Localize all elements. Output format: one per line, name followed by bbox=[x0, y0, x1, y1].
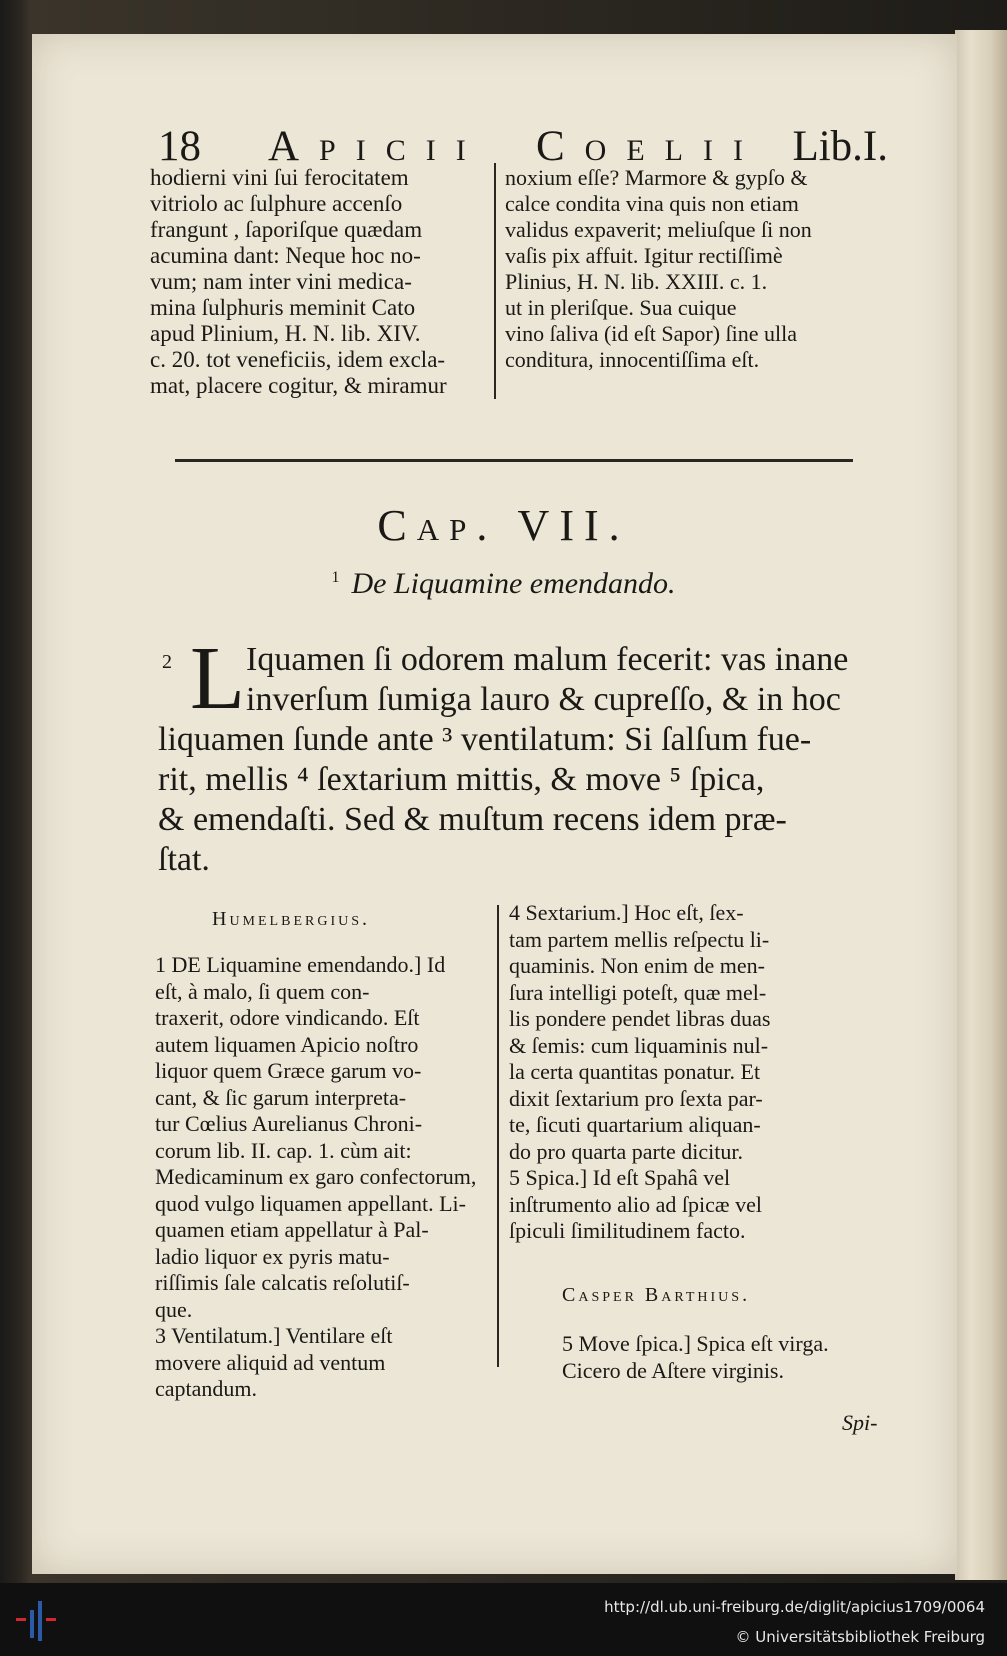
text-line: cant, & ſic garum interpreta- bbox=[155, 1084, 407, 1110]
header-title-apicii: Apicii bbox=[268, 123, 486, 170]
text-line: 5 Spica.] Id eſt Spahâ vel bbox=[509, 1165, 731, 1190]
text-line: quamen etiam appellatur à Pal- bbox=[155, 1217, 429, 1242]
text-line: captandum. bbox=[155, 1376, 258, 1401]
catchword: Spi- bbox=[842, 1410, 878, 1435]
column-divider-notes bbox=[497, 905, 499, 1367]
footnote-marker: 2 bbox=[162, 651, 172, 673]
top-left-column bbox=[150, 165, 482, 399]
drop-cap: L bbox=[190, 629, 245, 728]
notes-heading-barthius: Casper Barthius. bbox=[562, 1284, 751, 1306]
notes-right-column-2 bbox=[562, 1331, 892, 1384]
subtitle-text: De Liquamine emendando. bbox=[351, 567, 676, 600]
next-page-edge bbox=[955, 30, 1007, 1580]
text-line: rit, mellis ⁴ ſextarium mittis, & move ⁵ ſpica, bbox=[158, 761, 765, 798]
text-line: frangunt , ſaporiſque quædam bbox=[150, 217, 423, 242]
header-title-coelii: Coelii bbox=[536, 123, 763, 170]
text-line: Medicaminum ex garo confectorum, bbox=[155, 1164, 477, 1189]
top-right-column bbox=[505, 165, 850, 373]
text-line: c. 20. tot veneficiis, idem excla- bbox=[150, 347, 446, 372]
text-line: mina ſulphuris meminit Cato bbox=[150, 295, 416, 320]
text-line: 3 Ventilatum.] Ventilare eſt bbox=[155, 1323, 393, 1348]
text-line: ſpiculi ſimilitudinem facto. bbox=[509, 1218, 746, 1243]
text-line: vitriolo ac ſulphure accenſo bbox=[150, 191, 403, 216]
text-line: lis pondere pendet libras duas bbox=[509, 1006, 771, 1031]
text-line: ſtat. bbox=[158, 841, 210, 878]
text-line: quaminis. Non enim de men- bbox=[509, 953, 766, 978]
text-line: riſſimis ſale calcatis reſolutiſ- bbox=[155, 1270, 410, 1295]
text-line: ladio liquor ex pyris matu- bbox=[155, 1243, 390, 1269]
text-line: inverſum ſumiga lauro & cupreſſo, & in hoc bbox=[246, 681, 841, 718]
text-line: apud Plinium, H. N. lib. XIV. bbox=[150, 321, 421, 346]
text-line: conditura, innocentiſſima eſt. bbox=[505, 347, 760, 372]
header-book: Lib.I. bbox=[792, 123, 888, 170]
text-line: tam partem mellis reſpectu li- bbox=[509, 926, 770, 952]
text-line: noxium eſſe? Marmore & gypſo & bbox=[505, 165, 808, 190]
text-line: 1 DE Liquamine emendando.] Id bbox=[155, 952, 446, 977]
main-text bbox=[158, 629, 888, 880]
text-line: autem liquamen Apicio noſtro bbox=[155, 1031, 419, 1057]
text-line: tur Cœlius Aurelianus Chroni- bbox=[155, 1111, 423, 1136]
text-line: validus expaverit; meliuſque ſi non bbox=[505, 217, 812, 242]
text-line: movere aliquid ad ventum bbox=[155, 1349, 386, 1375]
text-line: do pro quarta parte dicitur. bbox=[509, 1138, 743, 1164]
text-line: vino ſaliva (id eſt Sapor) ſine ulla bbox=[505, 321, 798, 346]
text-line: quod vulgo liquamen appellant. Li- bbox=[155, 1190, 466, 1216]
page-number: 18 bbox=[158, 123, 201, 170]
text-line: & ſemis: cum liquaminis nul- bbox=[509, 1032, 769, 1058]
text-line: dixit ſextarium pro ſexta par- bbox=[509, 1085, 763, 1111]
text-line: que. bbox=[155, 1296, 193, 1322]
text-line: mat, placere cogitur, & miramur bbox=[150, 373, 447, 398]
copyright-text: © Universitätsbibliothek Freiburg bbox=[735, 1628, 985, 1646]
text-line: te, ſicuti quartarium aliquan- bbox=[509, 1112, 761, 1137]
text-line: ſura intelligi poteſt, quæ mel- bbox=[509, 979, 767, 1005]
text-line: vum; nam inter vini medica- bbox=[150, 269, 412, 294]
text-line: eſt, à malo, ſi quem con- bbox=[155, 978, 370, 1004]
text-line: Plinius, H. N. lib. XXIII. c. 1. bbox=[505, 269, 768, 294]
chapter-subtitle bbox=[0, 567, 1007, 601]
text-line: la certa quantitas ponatur. Et bbox=[509, 1059, 761, 1084]
text-line: & emendaſti. Sed & muſtum recens idem præ- bbox=[158, 801, 787, 838]
library-logo-icon bbox=[16, 1597, 62, 1643]
text-line: inſtrumento alio ad ſpicæ vel bbox=[509, 1191, 762, 1217]
text-line: liquamen ſunde ante ³ ventilatum: Si ſalſum fue- bbox=[158, 721, 812, 758]
text-line: hodierni vini ſui ferocitatem bbox=[150, 165, 409, 190]
text-line: traxerit, odore vindicando. Eſt bbox=[155, 1005, 420, 1030]
permalink-url[interactable]: http://dl.ub.uni-freiburg.de/diglit/apicius1709/0064 bbox=[604, 1598, 985, 1616]
text-line: corum lib. II. cap. 1. cùm ait: bbox=[155, 1137, 412, 1163]
notes-heading-humelbergius: Humelbergius. bbox=[212, 908, 371, 930]
running-header bbox=[158, 122, 888, 170]
text-line: acumina dant: Neque hoc no- bbox=[150, 243, 421, 268]
footnote-marker: 1 bbox=[331, 569, 340, 586]
text-line: calce condita vina quis non etiam bbox=[505, 191, 799, 216]
column-divider-top bbox=[494, 163, 496, 399]
text-line: 4 Sextarium.] Hoc eſt, ſex- bbox=[509, 900, 744, 925]
text-line: Iquamen ſi odorem malum fecerit: vas inane bbox=[246, 641, 849, 678]
section-rule bbox=[175, 459, 853, 462]
viewer-footer bbox=[0, 1583, 1007, 1656]
chapter-title: Cap. VII. bbox=[377, 501, 630, 550]
text-line: ut in pleriſque. Sua cuique bbox=[505, 295, 737, 320]
text-line: vaſis pix affuit. Igitur rectiſſimè bbox=[505, 243, 783, 268]
notes-right-column bbox=[509, 900, 849, 1245]
text-line: liquor quem Græce garum vo- bbox=[155, 1058, 422, 1083]
text-line: Cicero de Aſtere virginis. bbox=[562, 1357, 784, 1383]
text-line: 5 Move ſpica.] Spica eſt virga. bbox=[562, 1331, 829, 1356]
notes-left-column bbox=[155, 952, 487, 1403]
